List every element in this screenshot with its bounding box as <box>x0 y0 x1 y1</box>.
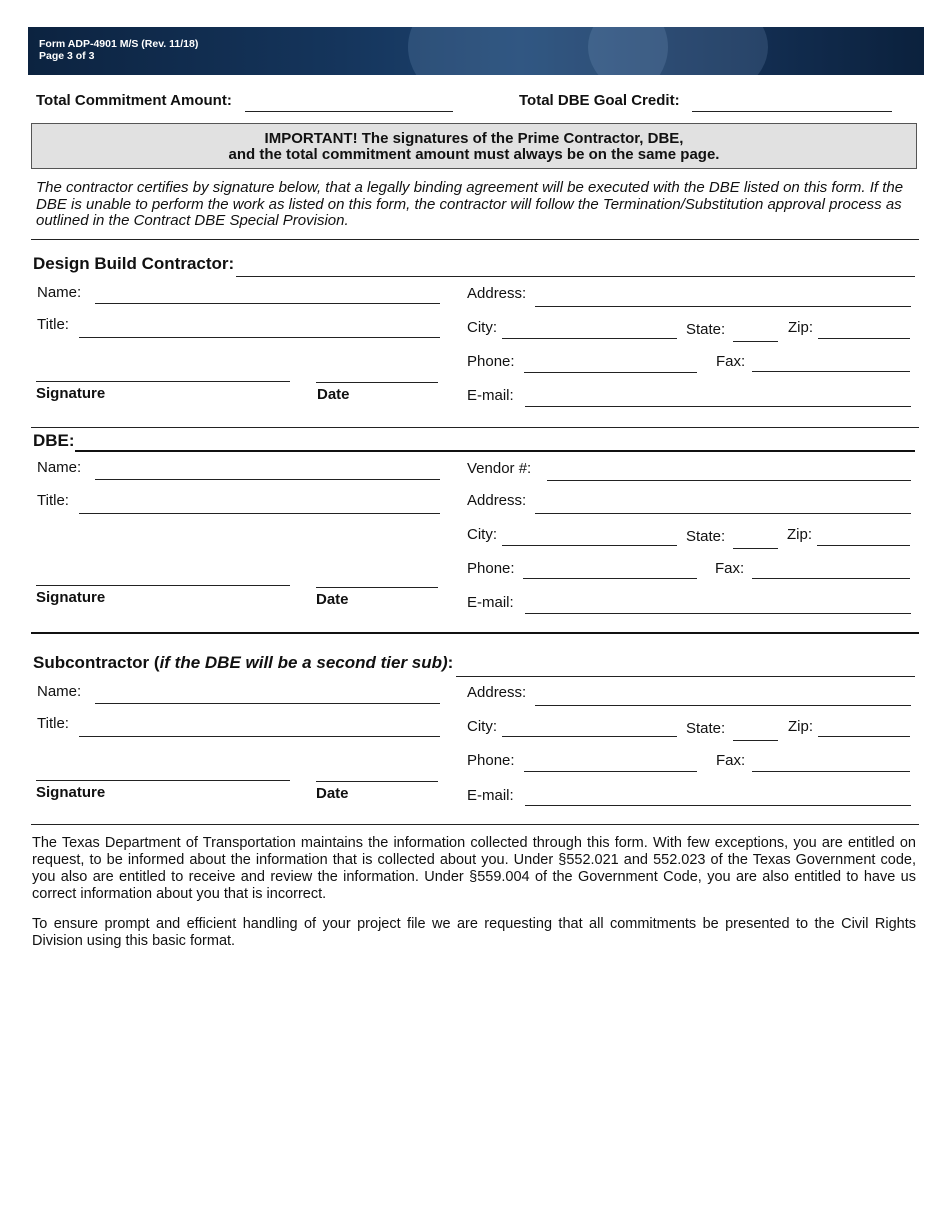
zip-label: Zip: <box>787 526 813 543</box>
dbe-zip-field[interactable] <box>817 545 910 546</box>
dbe-name-main-field[interactable] <box>75 450 915 452</box>
title-label: Title: <box>37 492 69 509</box>
title-label: Title: <box>37 316 69 333</box>
city-label: City: <box>467 319 497 336</box>
dbe-phone-field[interactable] <box>523 578 697 579</box>
subcontractor-state-field[interactable] <box>733 740 778 741</box>
subcontractor-fax-field[interactable] <box>752 771 910 772</box>
privacy-notice: The Texas Department of Transportation maintains the information collected through this form. With few exceptions, you are entitled on request, to be informed about the information that is collected about you. Under §552.021 and 552.023 of the Texas Government code, you also are entitled to receive and review the information. Under §559.004 of the Government Code, you are also entitled to have us correct information about you that is incorrect. <box>32 835 916 902</box>
date-label: Date <box>317 386 350 403</box>
notice-line-1: IMPORTANT! The signatures of the Prime Contractor, DBE, <box>264 130 684 147</box>
name-label: Name: <box>37 284 82 301</box>
zip-label: Zip: <box>788 319 814 336</box>
dbe-vendor-field[interactable] <box>547 480 911 481</box>
state-label: State: <box>686 528 726 545</box>
name-label: Name: <box>37 459 82 476</box>
total-commitment-field[interactable] <box>245 111 453 112</box>
subcontractor-phone-field[interactable] <box>524 771 697 772</box>
date-label: Date <box>316 591 349 608</box>
phone-label: Phone: <box>467 353 515 370</box>
certification-text: The contractor certifies by signature below, that a legally binding agreement will be executed with the DBE listed on this form. If the DBE is unable to perform the work as listed on this form, the contractor will follow the Termination/Substitution approval process as outlined in the Contract DBE Special Provision. <box>36 179 904 229</box>
design-build-state-field[interactable] <box>733 341 778 342</box>
subcontractor-title-end: : <box>447 653 454 672</box>
dbe-city-field[interactable] <box>502 545 677 546</box>
vendor-label: Vendor #: <box>467 460 532 477</box>
dbe-title-field[interactable] <box>79 513 440 514</box>
city-label: City: <box>467 718 497 735</box>
form-id: Form ADP-4901 M/S (Rev. 11/18) <box>39 38 199 50</box>
subcontractor-title-italic: if the DBE will be a second tier sub) <box>159 653 448 672</box>
design-build-name-field[interactable] <box>95 303 440 304</box>
total-dbe-goal-field[interactable] <box>692 111 892 112</box>
email-label: E-mail: <box>467 387 514 404</box>
email-label: E-mail: <box>467 594 514 611</box>
signature-label: Signature <box>36 385 106 402</box>
divider <box>31 632 919 634</box>
phone-label: Phone: <box>467 752 515 769</box>
fax-label: Fax: <box>716 353 746 370</box>
dbe-email-field[interactable] <box>525 613 911 614</box>
subcontractor-name-field[interactable] <box>95 703 440 704</box>
subcontractor-section-title <box>33 653 453 673</box>
address-label: Address: <box>467 684 527 701</box>
signature-label: Signature <box>36 589 106 606</box>
handling-notice: To ensure prompt and efficient handling of your project file we are requesting that all commitments be presented to the Civil Rights Division using this basic format. <box>32 916 916 949</box>
design-build-contractor-field[interactable] <box>236 276 915 277</box>
subcontractor-date-field[interactable] <box>316 781 438 782</box>
dbe-state-field[interactable] <box>733 548 778 549</box>
form-header-banner <box>28 27 924 75</box>
design-build-date-field[interactable] <box>316 382 438 383</box>
dbe-fax-field[interactable] <box>752 578 910 579</box>
dbe-address-field[interactable] <box>535 513 911 514</box>
design-build-city-field[interactable] <box>502 338 677 339</box>
design-build-email-field[interactable] <box>525 406 911 407</box>
date-label: Date <box>316 785 349 802</box>
divider <box>31 824 919 825</box>
subcontractor-signature-field[interactable] <box>36 780 290 781</box>
design-build-phone-field[interactable] <box>524 372 697 373</box>
dbe-signature-field[interactable] <box>36 585 290 586</box>
subcontractor-zip-field[interactable] <box>818 736 910 737</box>
divider <box>31 239 919 240</box>
subcontractor-title-main: Subcontractor ( <box>33 653 160 672</box>
subcontractor-address-field[interactable] <box>535 705 911 706</box>
design-build-fax-field[interactable] <box>752 371 910 372</box>
divider <box>31 427 919 428</box>
state-label: State: <box>686 720 726 737</box>
total-dbe-goal-label: Total DBE Goal Credit: <box>519 92 680 109</box>
dbe-date-field[interactable] <box>316 587 438 588</box>
subcontractor-name-main-field[interactable] <box>456 676 915 677</box>
fax-label: Fax: <box>715 560 745 577</box>
title-label: Title: <box>37 715 69 732</box>
address-label: Address: <box>467 285 527 302</box>
design-build-signature-field[interactable] <box>36 381 290 382</box>
dbe-section-title: DBE: <box>33 431 75 450</box>
notice-line-2: and the total commitment amount must always be on the same page. <box>228 146 720 163</box>
subcontractor-email-field[interactable] <box>525 805 911 806</box>
dbe-name-field[interactable] <box>95 479 440 480</box>
fax-label: Fax: <box>716 752 746 769</box>
state-label: State: <box>686 321 726 338</box>
design-build-zip-field[interactable] <box>818 338 910 339</box>
total-commitment-label: Total Commitment Amount: <box>36 92 232 109</box>
signature-label: Signature <box>36 784 106 801</box>
zip-label: Zip: <box>788 718 814 735</box>
email-label: E-mail: <box>467 787 514 804</box>
important-notice <box>31 123 917 169</box>
design-build-section-title: Design Build Contractor: <box>33 254 235 273</box>
subcontractor-city-field[interactable] <box>502 736 677 737</box>
city-label: City: <box>467 526 497 543</box>
address-label: Address: <box>467 492 527 509</box>
subcontractor-title-field[interactable] <box>79 736 440 737</box>
name-label: Name: <box>37 683 82 700</box>
page-info: Page 3 of 3 <box>39 50 95 62</box>
phone-label: Phone: <box>467 560 515 577</box>
design-build-address-field[interactable] <box>535 306 911 307</box>
design-build-title-field[interactable] <box>79 337 440 338</box>
